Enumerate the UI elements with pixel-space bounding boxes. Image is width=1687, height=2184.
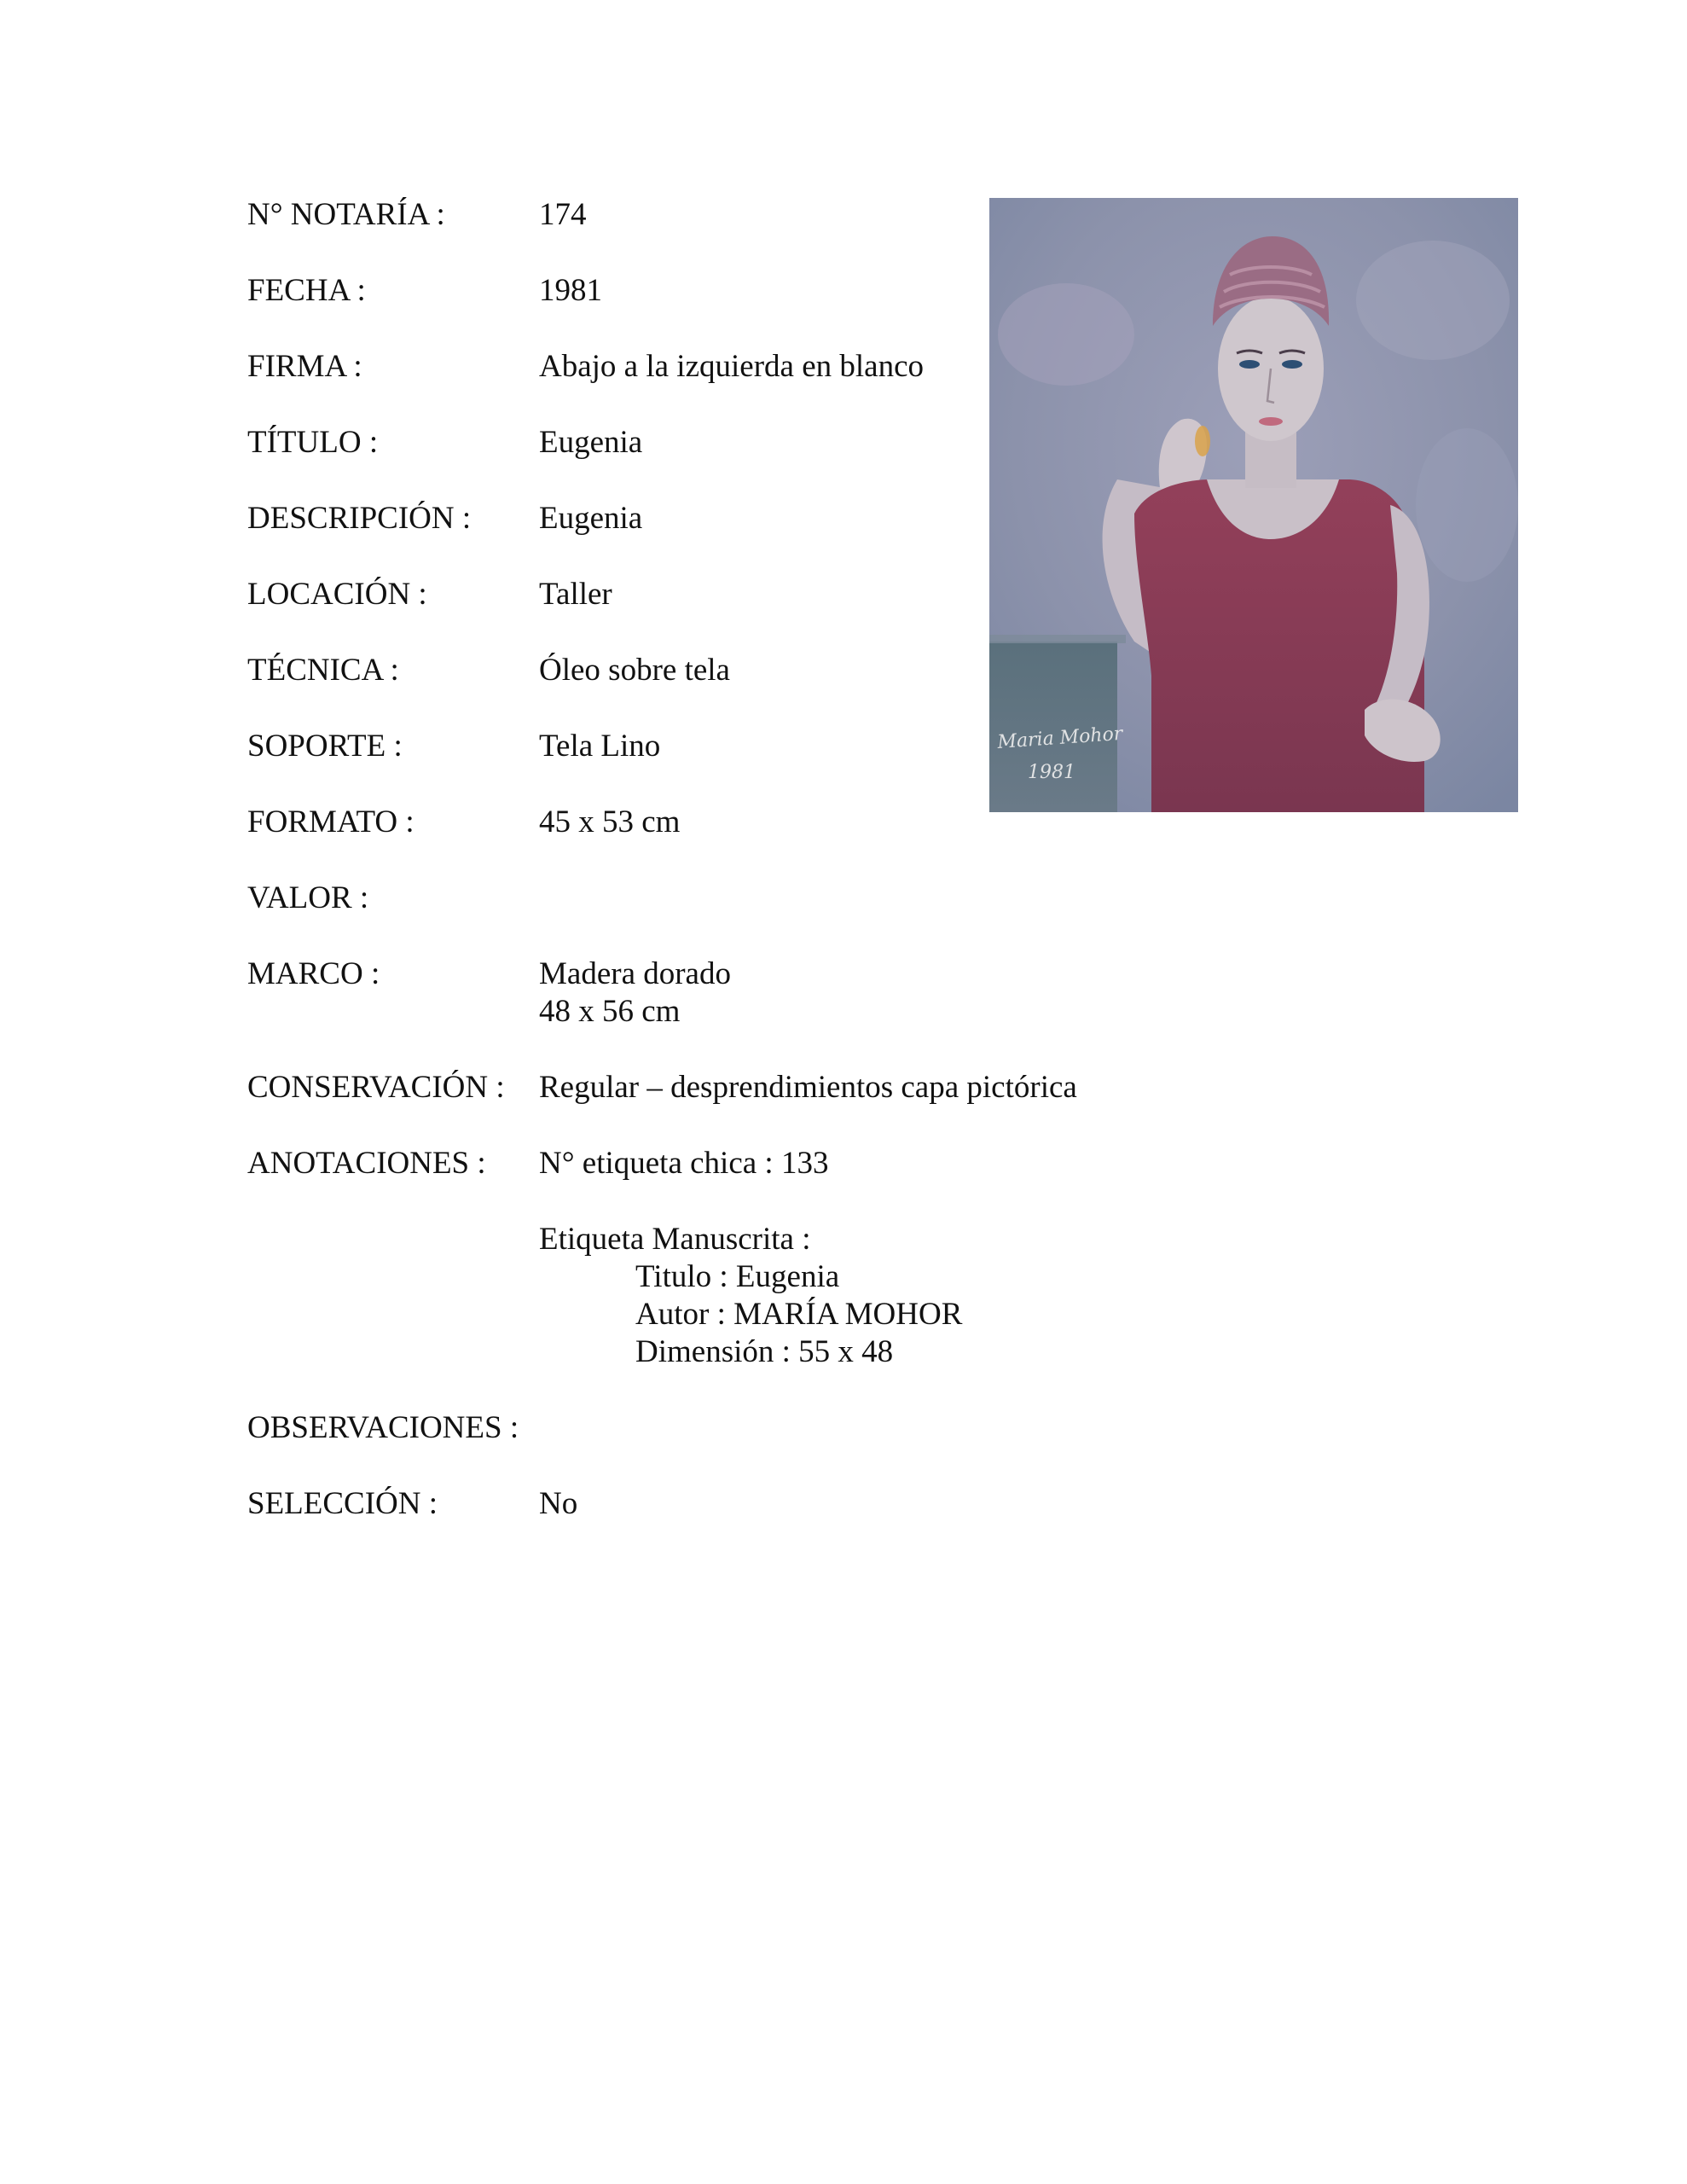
label-soporte: SOPORTE : [247,729,403,764]
value-formato: 45 x 53 cm [539,804,681,839]
value-soporte: Tela Lino [539,729,661,764]
label-anotaciones: ANOTACIONES : [247,1146,486,1181]
manuscrita-titulo: Titulo : Eugenia [635,1259,840,1294]
label-notaria: N° NOTARÍA : [247,197,445,232]
label-formato: FORMATO : [247,804,415,839]
field-observaciones [247,1409,1527,1447]
label-marco: MARCO : [247,956,380,991]
label-titulo: TÍTULO : [247,425,379,460]
value-firma: Abajo a la izquierda en blanco [539,349,924,384]
label-descripcion: DESCRIPCIÓN : [247,501,472,536]
etiqueta-manuscrita-heading: Etiqueta Manuscrita : [539,1222,811,1257]
value-locacion: Taller [539,577,612,612]
label-firma: FIRMA : [247,349,362,384]
field-valor [247,880,1527,917]
annotation-spacer [539,1182,1527,1221]
manuscrita-dimension: Dimensión : 55 x 48 [635,1334,894,1369]
label-observaciones: OBSERVACIONES : [247,1410,519,1445]
value-marco [539,956,1527,1031]
value-anotaciones [539,1145,1527,1371]
value-titulo: Eugenia [539,425,643,460]
label-valor: VALOR : [247,880,369,915]
painting-signature: Maria Mohor [996,723,1124,753]
field-anotaciones [247,1145,1527,1371]
value-seleccion: No [539,1486,578,1521]
field-conservacion [247,1069,1527,1107]
value-descripcion: Eugenia [539,501,643,536]
painting-right-eye [1282,360,1302,369]
field-seleccion [247,1485,1527,1523]
value-valor [539,880,1527,917]
painting-mouth [1259,417,1283,426]
field-marco [247,956,1527,1031]
etiqueta-chica: N° etiqueta chica : 133 [539,1146,829,1181]
value-observaciones [539,1409,1527,1447]
painting-left-eye [1239,360,1260,369]
label-fecha: FECHA : [247,273,366,308]
value-conservacion: Regular – desprendimientos capa pictórica [539,1070,1077,1105]
marco-line-material: Madera dorado [539,956,731,991]
label-conservacion: CONSERVACIÓN : [247,1070,505,1105]
painting-svg [989,198,1518,812]
value-fecha: 1981 [539,273,602,308]
label-seleccion: SELECCIÓN : [247,1486,438,1521]
label-tecnica: TÉCNICA : [247,653,399,688]
label-locacion: LOCACIÓN : [247,577,427,612]
painting-signature-year: 1981 [1028,762,1075,783]
painting-image [989,198,1518,812]
manuscrita-autor: Autor : MARÍA MOHOR [635,1297,963,1332]
value-tecnica: Óleo sobre tela [539,653,730,688]
value-notaria: 174 [539,197,587,232]
marco-line-size: 48 x 56 cm [539,994,681,1029]
